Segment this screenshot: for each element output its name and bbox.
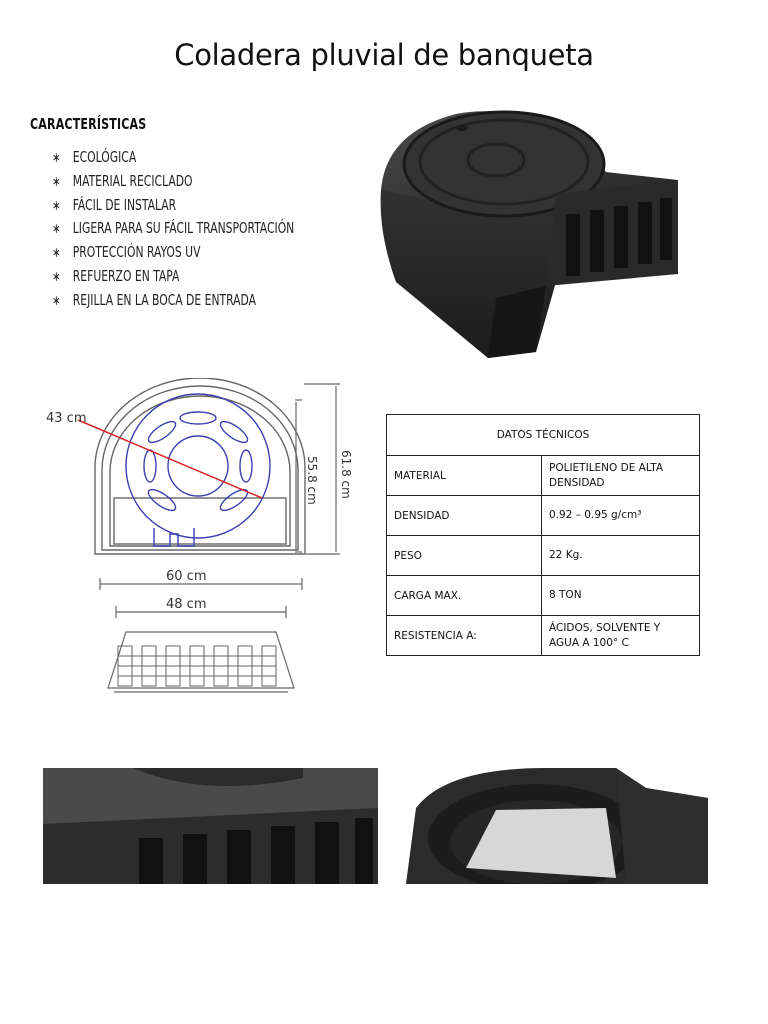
table-row — [387, 536, 700, 576]
row-label: DENSIDAD — [387, 496, 542, 536]
dim-inner-width: 48 cm — [166, 597, 207, 612]
table-row — [387, 496, 700, 536]
row-value: ÁCIDOS, SOLVENTE Y AGUA A 100° C — [542, 616, 700, 656]
row-value: POLIETILENO DE ALTA DENSIDAD — [542, 456, 700, 496]
feature-item: ∗ MATERIAL RECICLADO — [52, 170, 294, 194]
table-header: DATOS TÉCNICOS — [387, 415, 700, 456]
technical-data-table — [386, 414, 700, 656]
row-value: 0.92 – 0.95 g/cm³ — [542, 496, 700, 536]
dim-outer-width: 60 cm — [166, 569, 207, 584]
features-heading: CARACTERÍSTICAS — [30, 115, 147, 133]
product-photo — [376, 102, 684, 360]
table-row — [387, 576, 700, 616]
dim-diameter: 43 cm — [46, 411, 87, 426]
asterisk-bullet-icon: ∗ — [52, 268, 61, 285]
dim-outer-height: 61.8 cm — [339, 450, 353, 499]
asterisk-bullet-icon: ∗ — [52, 221, 61, 238]
row-label: PESO — [387, 536, 542, 576]
table-row — [387, 616, 700, 656]
asterisk-bullet-icon: ∗ — [52, 150, 61, 166]
asterisk-bullet-icon: ∗ — [52, 197, 61, 214]
opening-closeup-photo — [406, 768, 708, 884]
table-row — [387, 456, 700, 496]
feature-item: ∗ PROTECCIÓN RAYOS UV — [52, 241, 294, 265]
asterisk-bullet-icon: ∗ — [52, 245, 61, 262]
feature-item: ∗ ECOLÓGICA — [52, 146, 294, 170]
row-label: RESISTENCIA A: — [387, 616, 542, 656]
feature-item: ∗ LIGERA PARA SU FÁCIL TRANSPORTACIÓN — [52, 217, 294, 241]
features-list — [52, 146, 355, 313]
row-value: 8 TON — [542, 576, 700, 616]
feature-item: ∗ REFUERZO EN TAPA — [52, 265, 294, 289]
top-view-drawing — [40, 378, 362, 564]
asterisk-bullet-icon: ∗ — [52, 292, 61, 309]
row-label: CARGA MAX. — [387, 576, 542, 616]
grate-closeup-photo — [43, 768, 378, 884]
feature-item: ∗ REJILLA EN LA BOCA DE ENTRADA — [52, 289, 294, 313]
row-label: MATERIAL — [387, 456, 542, 496]
asterisk-bullet-icon: ∗ — [52, 173, 61, 190]
feature-item: ∗ FÁCIL DE INSTALAR — [52, 194, 294, 218]
dim-inner-height: 55.8 cm — [305, 456, 319, 505]
front-view-drawing — [96, 566, 306, 706]
page-title: Coladera pluvial de banqueta — [174, 38, 594, 72]
row-value: 22 Kg. — [542, 536, 700, 576]
